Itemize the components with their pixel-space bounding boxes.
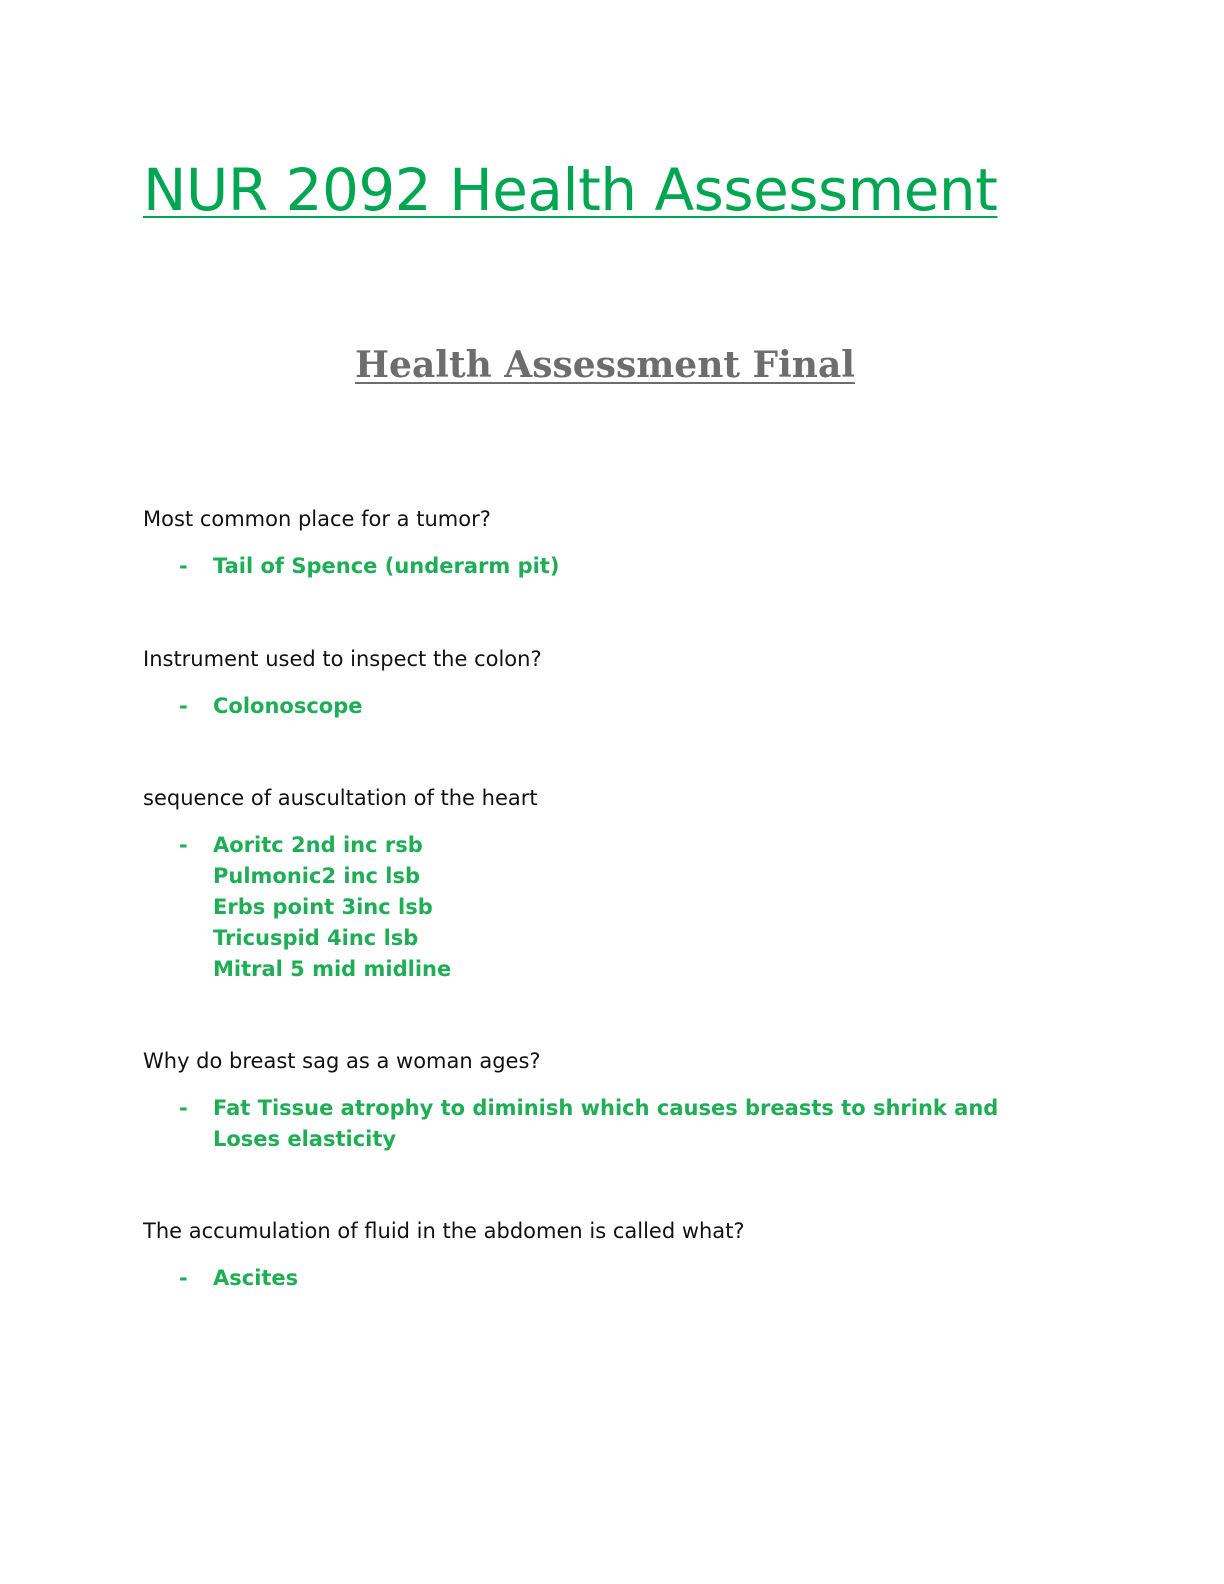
- answer-text: Tail of Spence (underarm pit): [213, 554, 560, 578]
- answer: [143, 551, 1123, 582]
- answer-text: Ascites: [213, 1266, 299, 1290]
- answer: [143, 1263, 1123, 1294]
- answer: [143, 1093, 1123, 1155]
- answer: [143, 830, 1123, 985]
- answer-line-aortic: Aoritc 2nd inc rsb: [213, 833, 423, 857]
- question: sequence of auscultation of the heart: [143, 786, 538, 810]
- qa-item-heart-auscultation: [143, 784, 1123, 985]
- answer-line-erbs-point: Erbs point 3inc lsb: [213, 895, 433, 919]
- document-title: NUR 2092 Health Assessment: [143, 156, 998, 224]
- question: Most common place for a tumor?: [143, 507, 491, 531]
- bullet-dash: -: [179, 1266, 188, 1290]
- answer-text: Colonoscope: [213, 694, 363, 718]
- answer: [143, 691, 1123, 722]
- document-subtitle: Health Assessment Final: [355, 344, 855, 386]
- qa-item-breast-sag: [143, 1047, 1123, 1155]
- answer-line-mitral: Mitral 5 mid midline: [213, 957, 452, 981]
- bullet-dash: -: [179, 833, 188, 857]
- answer-line-pulmonic: Pulmonic2 inc lsb: [213, 864, 421, 888]
- question: Why do breast sag as a woman ages?: [143, 1049, 541, 1073]
- bullet-dash: -: [179, 554, 188, 578]
- bullet-dash: -: [179, 694, 188, 718]
- qa-item-colon: [143, 645, 1123, 722]
- qa-item-tumor: [143, 505, 1123, 582]
- question: The accumulation of fluid in the abdomen is called what?: [143, 1219, 745, 1243]
- answer-text: Fat Tissue atrophy to diminish which causes breasts to shrink and Loses elasticity: [213, 1096, 999, 1151]
- answer-line-tricuspid: Tricuspid 4inc lsb: [213, 926, 419, 950]
- bullet-dash: -: [179, 1096, 188, 1120]
- qa-item-abdomen-fluid: [143, 1217, 1123, 1294]
- question: Instrument used to inspect the colon?: [143, 647, 542, 671]
